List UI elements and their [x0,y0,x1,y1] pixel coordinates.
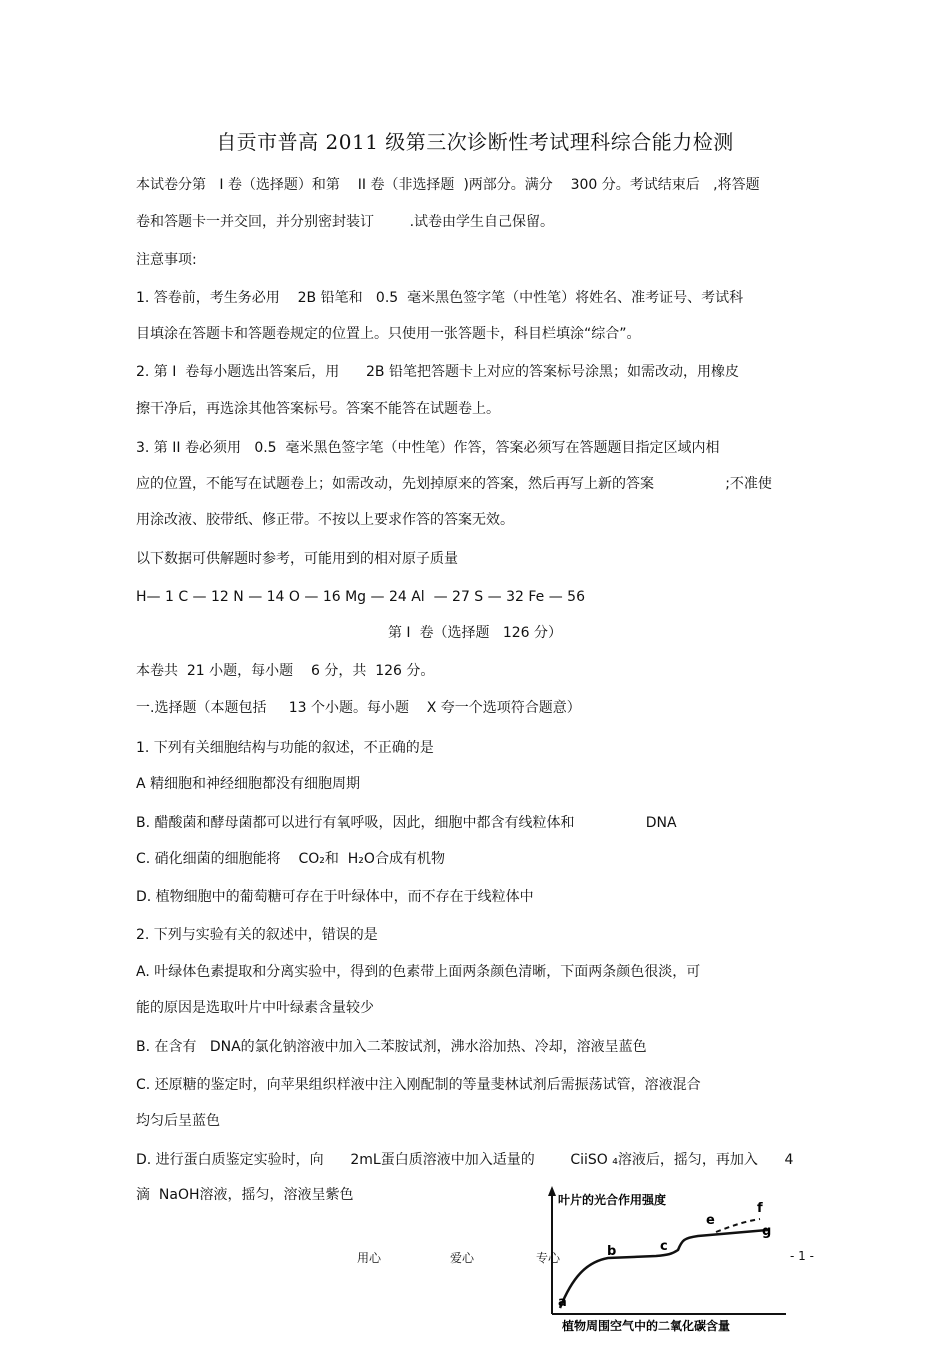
question-line: A. 叶绿体色素提取和分离实验中，得到的色素带上面两条颜色清晰，下面两条颜色很淡，可 [136,964,701,980]
note-line: 擦干净后，再选涂其他答案标号。答案不能答在试题卷上。 [136,401,500,417]
question-line: A 精细胞和神经细胞都没有细胞周期 [136,776,361,792]
footer-text: 爱心 [450,1251,475,1265]
atomic-mass-line: H— 1 C — 12 N — 14 O — 16 Mg — 24 Al — 27 S — 32 Fe — 56 [136,589,585,605]
point-label-c: c [660,1239,668,1254]
note-line: 用涂改液、胶带纸、修正带。不按以上要求作答的答案无效。 [136,512,514,528]
note-line: 以下数据可供解题时参考，可能用到的相对原子质量 [136,551,458,567]
note-line: 2. 第 I 卷每小题选出答案后，用 2B 铅笔把答题卡上对应的答案标号涂黑；如需改动，用橡皮 [136,364,739,380]
question-line: 均匀后呈蓝色 [136,1113,220,1129]
page-number: - 1 - [790,1249,814,1263]
section-heading: 第 I 卷（选择题 126 分） [387,625,562,641]
question-line: D. 植物细胞中的葡萄糖可存在于叶绿体中，而不存在于线粒体中 [136,889,534,905]
note-line: 3. 第 II 卷必须用 0.5 毫米黑色签字笔（中性笔）作答，答案必须写在答题题目指定区域内相 [136,440,720,456]
point-label-f: f [757,1201,763,1216]
y-axis-arrow [548,1186,556,1196]
point-label-e: e [706,1213,715,1228]
question-line: D. 进行蛋白质鉴定实验时，向 2mL蛋白质溶液中加入适量的 CiiSO ₄溶液后，摇匀，再加入 4 [136,1152,794,1168]
section-line: 本卷共 21 小题，每小题 6 分，共 126 分。 [136,663,435,679]
section-line: 一.选择题（本题包括 13 个小题。每小题 X 夸一个选项符合题意） [136,700,581,716]
question-line: 能的原因是选取叶片中叶绿素含量较少 [136,1000,374,1016]
photosynthesis-figure [536,1182,796,1342]
question-line: C. 硝化细菌的细胞能将 CO₂和 H₂O合成有机物 [136,851,445,867]
point-label-g: g [762,1224,772,1239]
point-label-b: b [607,1244,617,1259]
notes-heading: 注意事项: [136,252,197,268]
intro-line: 卷和答题卡一并交回，并分别密封装订 .试卷由学生自己保留。 [136,214,555,230]
question-line: 1. 下列有关细胞结构与功能的叙述，不正确的是 [136,740,434,756]
intro-line: 本试卷分第 I 卷（选择题）和第 II 卷（非选择题 )两部分。满分 300 分。考试结束后 ,将答题 [136,177,760,193]
x-axis-label: 植物周围空气中的二氧化碳含量 [562,1319,731,1333]
note-line: 应的位置，不能写在试题卷上；如需改动，先划掉原来的答案，然后再写上新的答案 ;不准使 [136,476,772,492]
question-line: 滴 NaOH溶液，摇匀，溶液呈紫色 [136,1187,354,1203]
note-line: 目填涂在答题卡和答题卷规定的位置上。只使用一张答题卡，科目栏填涂“综合”。 [136,326,641,342]
question-line: B. 在含有 DNA的氯化钠溶液中加入二苯胺试剂，沸水浴加热、冷却，溶液呈蓝色 [136,1039,647,1055]
question-line: B. 醋酸菌和酵母菌都可以进行有氧呼吸，因此，细胞中都含有线粒体和 DNA [136,815,677,831]
point-label-a: a [558,1295,567,1310]
note-line: 1. 答卷前，考生务必用 2B 铅笔和 0.5 毫米黑色签字笔（中性笔）将姓名、准考证号、考试科 [136,290,744,306]
question-line: 2. 下列与实验有关的叙述中，错误的是 [136,927,378,943]
question-line: C. 还原糖的鉴定时，向苹果组织样液中注入刚配制的等量斐林试剂后需振荡试管，溶液混合 [136,1077,701,1093]
footer-text: 专心 [536,1251,561,1265]
footer-text: 用心 [357,1251,382,1265]
page-title: 自贡市普高 2011 级第三次诊断性考试理科综合能力检测 [216,130,734,154]
y-axis-label: 叶片的光合作用强度 [558,1193,667,1207]
